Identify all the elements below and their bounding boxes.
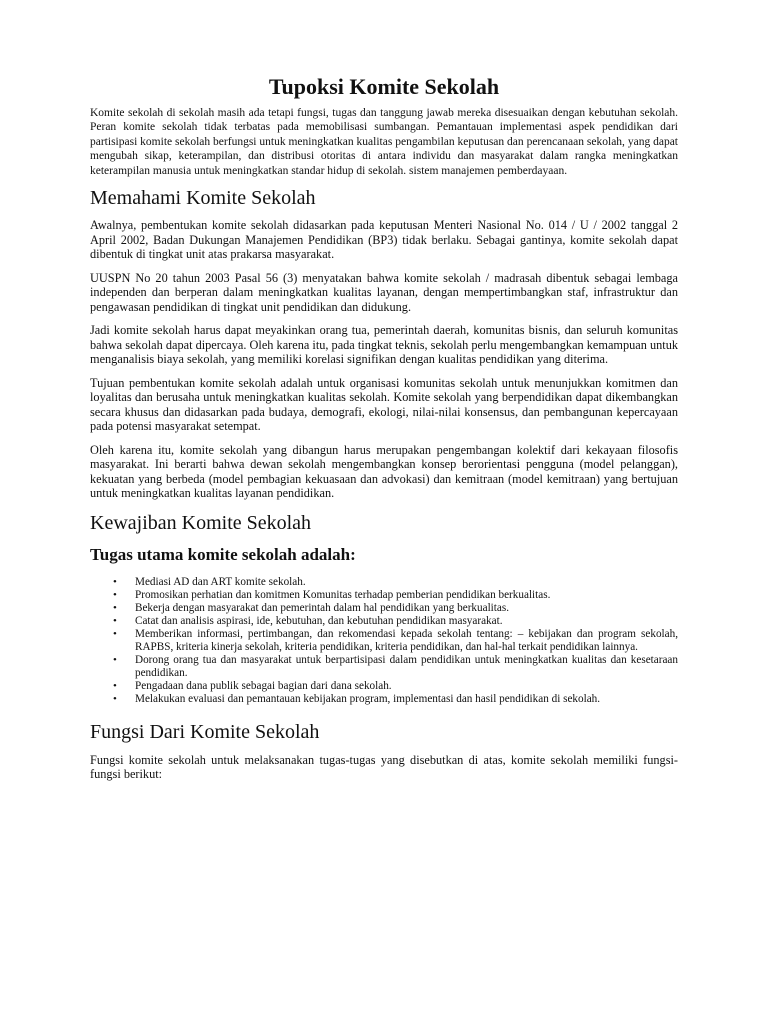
section-heading-fungsi: Fungsi Dari Komite Sekolah [90, 720, 320, 743]
bullet-icon: • [113, 653, 117, 666]
section-paragraph: Fungsi komite sekolah untuk melaksanakan tugas-tugas yang disebutkan di atas, komite sekolah memiliki fungsi-fungsi berikut: [90, 752, 678, 782]
list-item-text: Catat dan analisis aspirasi, ide, kebutuhan, dan kebutuhan pendidikan masyarakat. [135, 614, 503, 627]
list-item-text: Melakukan evaluasi dan pemantauan kebijakan program, implementasi dan hasil pendidikan di sekolah. [135, 692, 601, 705]
list-item-text: Mediasi AD dan ART komite sekolah. [135, 575, 306, 588]
list-item [90, 654, 678, 680]
list-item [90, 693, 678, 706]
section-heading-kewajiban: Kewajiban Komite Sekolah [90, 511, 312, 534]
section-paragraph: Awalnya, pembentukan komite sekolah didasarkan pada keputusan Menteri Nasional No. 014 / U / 2002 tanggal 2 April 2002, Badan Dukungan Manajemen Pendidikan (BP3) tidak berlaku. Sebagai gantinya, komite sekolah dapat dibentuk di tingkat unit atas prakarsa masyarakat. [90, 218, 678, 262]
document-page [90, 72, 678, 782]
section-paragraph: Oleh karena itu, komite sekolah yang dibangun harus merupakan pengembangan kolektif dari kekayaan filosofis masyarakat. Ini berarti bahwa dewan sekolah mengembangkan konsep berorientasi pengguna (model pelanggan), kekuatan yang berbeda (model pembagian kekuasaan dan advokasi) dan kemitraan (model kemitraan) yang bertujuan untuk meningkatkan kualitas layanan pendidikan. [90, 442, 678, 501]
list-item-text: Pengadaan dana publik sebagai bagian dari dana sekolah. [135, 679, 392, 692]
list-item [90, 680, 678, 693]
bullet-icon: • [113, 614, 117, 627]
bullet-icon: • [113, 588, 117, 601]
document-title: Tupoksi Komite Sekolah [268, 74, 500, 99]
list-item-text: Bekerja dengan masyarakat dan pemerintah dalam hal pendidikan yang berkualitas. [135, 601, 510, 614]
bullet-icon: • [113, 601, 117, 614]
section-paragraph: UUSPN No 20 tahun 2003 Pasal 56 (3) menyatakan bahwa komite sekolah / madrasah dibentuk sebagai lembaga independen dan berperan dalam meningkatkan kualitas layanan, dengan mempertimbangkan staf, infrastruktur dan pengawasan pendidikan di tingkat unit pendidikan dan didukung. [90, 270, 678, 314]
section-heading-memahami: Memahami Komite Sekolah [90, 187, 316, 210]
list-item-text: Dorong orang tua dan masyarakat untuk berpartisipasi dalam pendidikan untuk meningkatkan kualitas dan kesetaraan pendidikan. [135, 653, 678, 679]
list-item [90, 602, 678, 615]
list-item [90, 589, 678, 602]
task-list [90, 576, 678, 706]
list-item-text: Promosikan perhatian dan komitmen Komunitas terhadap pemberian pendidikan berkualitas. [135, 588, 551, 601]
bullet-icon: • [113, 679, 117, 692]
section-paragraph: Tujuan pembentukan komite sekolah adalah untuk organisasi komunitas sekolah untuk menunjukkan komitmen dan loyalitas dan berusaha untuk meningkatkan kualitas sekolah. Komite sekolah yang berpendidikan dapat dikembangkan secara khusus dan didasarkan pada budaya, demografi, ekologi, nilai-nilai konsensus, dan pembangunan kepercayaan pada potensi masyarakat setempat. [90, 375, 678, 434]
list-item [90, 628, 678, 654]
list-item [90, 615, 678, 628]
tasks-subheading: Tugas utama komite sekolah adalah: [90, 544, 356, 564]
list-item [90, 576, 678, 589]
bullet-icon: • [113, 692, 117, 705]
bullet-icon: • [113, 627, 117, 640]
bullet-icon: • [113, 575, 117, 588]
section-paragraph: Jadi komite sekolah harus dapat meyakinkan orang tua, pemerintah daerah, komunitas bisnis, dan seluruh komunitas bahwa sekolah dapat dipercaya. Oleh karena itu, pada tingkat teknis, sekolah perlu mengembangkan kemampuan untuk menganalisis biaya sekolah, yang memiliki korelasi signifikan dengan kualitas pendidikan yang diterima. [90, 323, 678, 367]
intro-paragraph: Komite sekolah di sekolah masih ada tetapi fungsi, tugas dan tanggung jawab mereka disesuaikan dengan kebutuhan sekolah. Peran komite sekolah tidak terbatas pada memobilisasi sumbangan. Pemantauan implementasi aspek pendidikan dari partisipasi komite sekolah berfungsi untuk meningkatkan kualitas pengambilan keputusan dan perencanaan sekolah, yang dapat mengubah sikap, keterampilan, dan distribusi otoritas di antara individu dan masyarakat dalam rangka meningkatkan keterampilan manusia untuk meningkatkan standar hidup di sekolah. sistem manajemen pemberdayaan. [90, 107, 678, 177]
list-item-text: Memberikan informasi, pertimbangan, dan rekomendasi kepada sekolah tentang: – kebijakan dan program sekolah, RAPBS, kriteria kinerja sekolah, kriteria pendidikan, kriteria pendidikan, dan hal-hal terkait pendidikan lainnya. [135, 627, 678, 653]
